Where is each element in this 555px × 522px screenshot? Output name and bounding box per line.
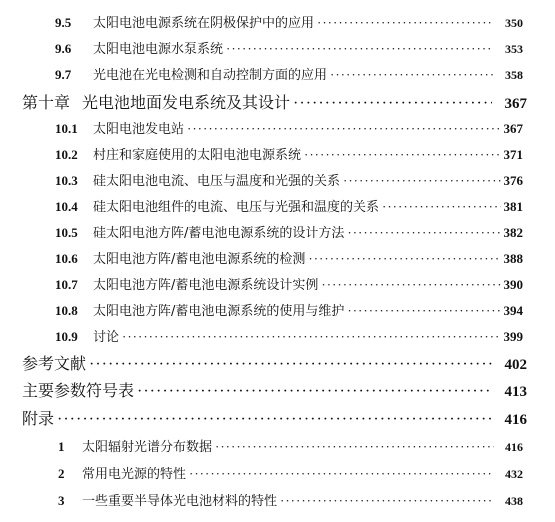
entry-title: 一些重要半导体光电池材料的特性	[82, 494, 278, 509]
leader-dots	[89, 356, 492, 374]
toc-entry-9-5	[55, 12, 523, 31]
toc-appendix-3	[58, 490, 523, 509]
entry-page: 353	[505, 42, 523, 56]
entry-number: 1	[58, 439, 65, 454]
chapter-number: 第十章	[22, 93, 71, 112]
toc-entry-10-5	[55, 222, 523, 241]
entry-title: 太阳电池电源水泵系统	[93, 42, 224, 57]
toc-appendix	[22, 406, 527, 429]
entry-number: 10.6	[55, 251, 78, 266]
toc-entry-10-9	[55, 326, 523, 345]
leader-dots	[347, 303, 500, 319]
toc-appendix-2	[58, 463, 523, 482]
entry-page: 358	[505, 68, 523, 82]
toc-entry-10-2	[55, 144, 523, 163]
section-title: 主要参数符号表	[22, 381, 135, 400]
entry-number: 10.8	[55, 303, 78, 318]
entry-page: 402	[504, 357, 527, 373]
leader-dots	[226, 41, 494, 57]
entry-page: 390	[503, 277, 523, 292]
leader-dots	[137, 383, 492, 401]
entry-title: 硅太阳电池方阵/蓄电池电源系统的设计方法	[93, 226, 345, 241]
leader-dots	[330, 67, 494, 83]
entry-title: 太阳电池电源系统在阴极保护中的应用	[93, 16, 315, 31]
toc-entry-10-4	[55, 196, 523, 215]
toc-entry-10-3	[55, 170, 523, 189]
entry-number: 10.5	[55, 225, 78, 240]
section-title: 附录	[22, 409, 55, 428]
entry-number: 10.1	[55, 121, 78, 136]
entry-number: 9.6	[55, 41, 72, 56]
toc-entry-9-6	[55, 38, 523, 57]
toc-appendix-1	[58, 436, 523, 455]
entry-number: 10.2	[55, 147, 78, 162]
leader-dots	[215, 439, 494, 455]
entry-page: 416	[505, 440, 523, 454]
toc-entry-10-7	[55, 274, 523, 293]
entry-title: 太阳电池方阵/蓄电池电源系统设计实例	[93, 278, 319, 293]
entry-number: 3	[58, 493, 65, 508]
entry-title: 太阳辐射光谱分布数据	[82, 440, 213, 455]
entry-number: 10.7	[55, 277, 78, 292]
leader-dots	[304, 147, 500, 163]
entry-title: 太阳电池发电站	[93, 122, 185, 137]
toc-entry-10-8	[55, 300, 523, 319]
entry-title: 讨论	[93, 330, 120, 345]
entry-page: 382	[503, 225, 523, 240]
entry-page: 367	[503, 121, 523, 136]
toc-chapter-10	[22, 90, 527, 113]
entry-number: 9.5	[55, 15, 72, 30]
entry-page: 394	[503, 303, 523, 318]
leader-dots	[382, 199, 500, 215]
leader-dots	[280, 493, 494, 509]
leader-dots	[189, 466, 494, 482]
leader-dots	[293, 95, 492, 113]
entry-number: 10.9	[55, 329, 78, 344]
entry-title: 硅太阳电池电流、电压与温度和光强的关系	[93, 174, 341, 189]
leader-dots	[347, 225, 500, 241]
toc-references	[22, 351, 527, 374]
entry-number: 10.3	[55, 173, 78, 188]
chapter-title: 光电池地面发电系统及其设计	[82, 93, 291, 112]
entry-page: 371	[503, 147, 523, 162]
entry-page: 381	[503, 199, 523, 214]
entry-page: 399	[503, 329, 523, 344]
entry-number: 2	[58, 466, 65, 481]
entry-page: 367	[504, 96, 527, 112]
entry-title: 村庄和家庭使用的太阳电池电源系统	[93, 148, 302, 163]
entry-page: 413	[504, 384, 527, 400]
toc-entry-9-7	[55, 64, 523, 83]
toc-entry-10-6	[55, 248, 523, 267]
leader-dots	[57, 411, 492, 429]
toc-entry-10-1	[55, 118, 523, 137]
section-title: 参考文献	[22, 354, 87, 373]
entry-title: 太阳电池方阵/蓄电池电源系统的使用与维护	[93, 304, 345, 319]
leader-dots	[308, 251, 500, 267]
entry-page: 388	[503, 251, 523, 266]
entry-page: 416	[504, 412, 527, 428]
leader-dots	[317, 15, 494, 31]
leader-dots	[321, 277, 500, 293]
entry-title: 常用电光源的特性	[82, 467, 187, 482]
entry-page: 350	[505, 16, 523, 30]
leader-dots	[187, 121, 500, 137]
entry-number: 9.7	[55, 67, 72, 82]
leader-dots	[343, 173, 500, 189]
entry-page: 376	[503, 173, 523, 188]
entry-title: 光电池在光电检测和自动控制方面的应用	[93, 68, 328, 83]
entry-number: 10.4	[55, 199, 78, 214]
entry-title: 硅太阳电池组件的电流、电压与光强和温度的关系	[93, 200, 380, 215]
entry-title: 太阳电池方阵/蓄电池电源系统的检测	[93, 252, 306, 267]
entry-page: 438	[505, 494, 523, 508]
leader-dots	[122, 329, 500, 345]
toc-symbol-table	[22, 378, 527, 401]
entry-page: 432	[505, 467, 523, 481]
